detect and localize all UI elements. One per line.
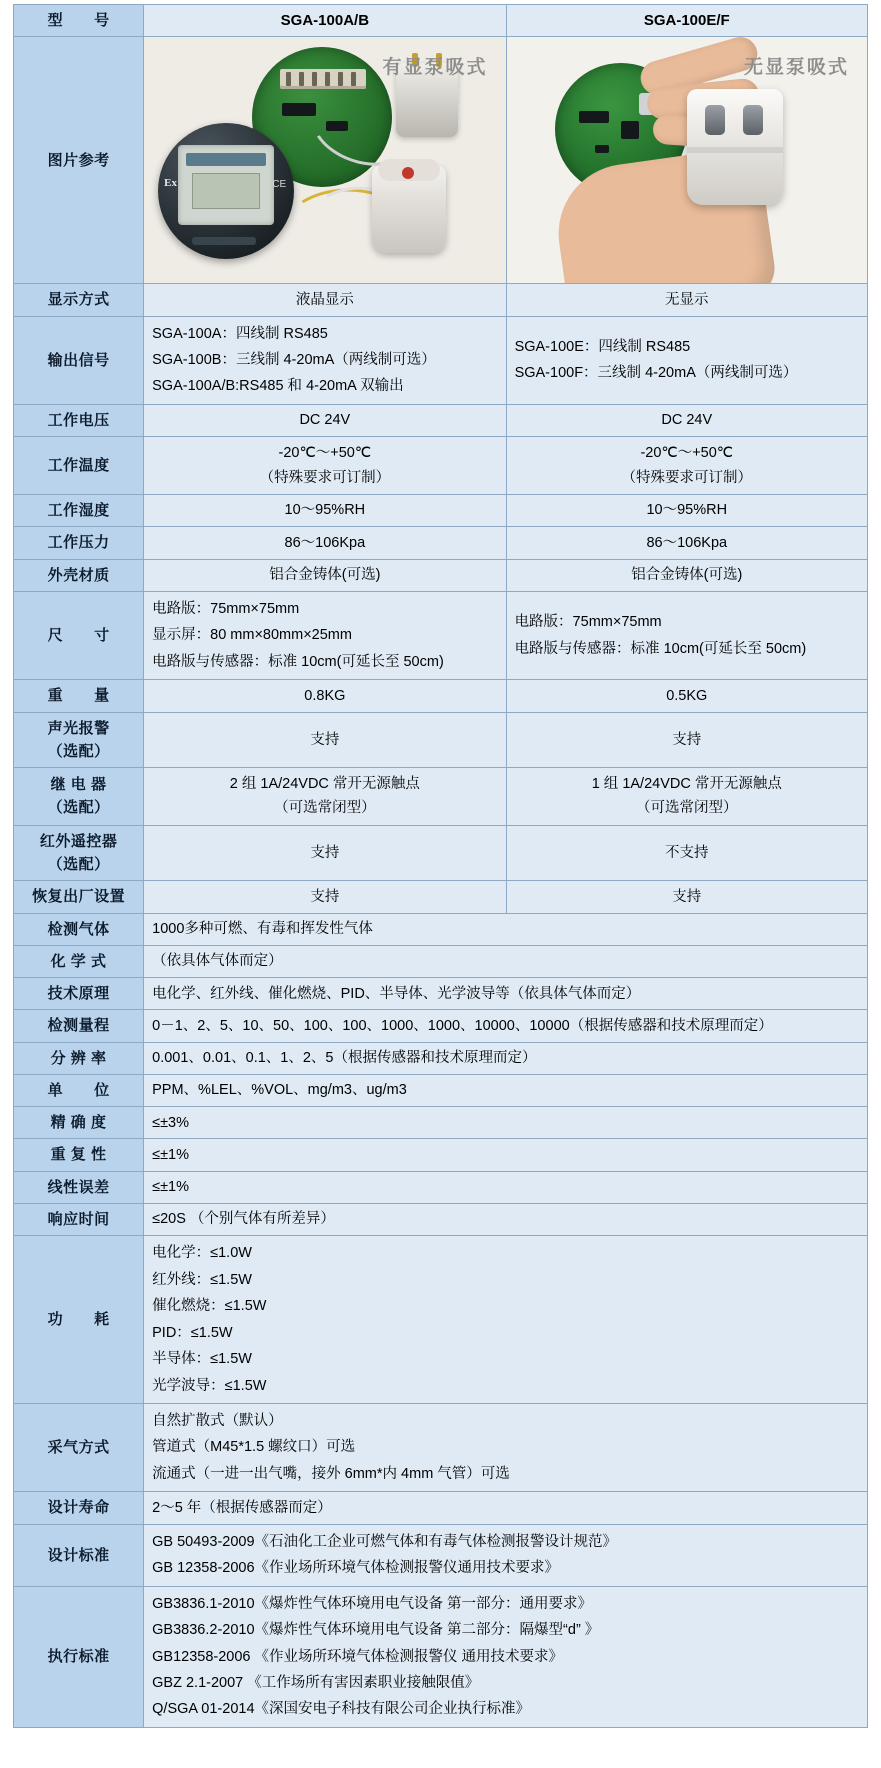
row-label-gas: 检测气体: [14, 913, 144, 945]
lcd-face: [178, 145, 274, 225]
size-b-line-2: 电路版与传感器：标准 10cm(可延长至 50cm): [514, 640, 807, 657]
specification-table: [13, 4, 868, 1728]
pump-detector-icon: [687, 89, 783, 205]
cell-principle: 电化学、红外线、催化燃烧、PID、半导体、光学波导等（依具体气体而定）: [144, 978, 868, 1010]
table-row-relay: [14, 768, 868, 826]
cell-range: 0－1、2、5、10、50、100、100、1000、1000、10000、10000（根据传感器和技术原理而定）: [144, 1010, 868, 1042]
row-label-size: 尺 寸: [14, 591, 144, 679]
row-label-accuracy: 精 确 度: [14, 1107, 144, 1139]
cell-pressure-b: 86～106Kpa: [506, 527, 867, 559]
table-row-repeatability: [14, 1139, 868, 1171]
temp-a-line-2: （特殊要求可订制）: [259, 469, 391, 486]
cell-display-a: 液晶显示: [144, 284, 506, 316]
power-line-6: 光学波导：≤1.5W: [152, 1377, 267, 1394]
cell-voltage-a: DC 24V: [144, 404, 506, 436]
design-standard-line-1: GB 50493-2009《石油化工企业可燃气体和有毒气体检测报警设计规范》: [152, 1533, 618, 1550]
row-label-output: 输出信号: [14, 316, 144, 404]
table-row-unit: [14, 1074, 868, 1106]
row-label-weight: 重 量: [14, 680, 144, 712]
cell-power: [144, 1236, 868, 1404]
table-row-life: [14, 1492, 868, 1524]
design-standard-line-2: GB 12358-2006《作业场所环境气体检测报警仪通用技术要求》: [152, 1560, 560, 1577]
row-label-design-standard: 设计标准: [14, 1524, 144, 1586]
row-label-voltage: 工作电压: [14, 404, 144, 436]
table-row-humidity: [14, 495, 868, 527]
remote-label-line-2: （选配）: [47, 856, 110, 874]
cell-accuracy: ≤±3%: [144, 1107, 868, 1139]
output-a-line-1: SGA-100A：四线制 RS485: [152, 325, 328, 342]
table-row-weight: [14, 680, 868, 712]
table-row-exec-standard: [14, 1586, 868, 1727]
cell-output-a: [144, 316, 506, 404]
power-line-5: 半导体：≤1.5W: [152, 1351, 252, 1368]
row-label-housing: 外壳材质: [14, 559, 144, 591]
cell-linearity: ≤±1%: [144, 1171, 868, 1203]
row-label-life: 设计寿命: [14, 1492, 144, 1524]
cell-response-time: ≤20S （个别气体有所差异）: [144, 1203, 868, 1235]
temp-b-line-1: -20℃～+50℃: [640, 445, 734, 462]
table-row-resolution: [14, 1042, 868, 1074]
row-label-power: 功 耗: [14, 1236, 144, 1404]
relay-a-line-1: 2 组 1A/24VDC 常开无源触点: [229, 776, 420, 792]
cell-relay-a: [144, 768, 506, 826]
size-b-line-1: 电路版：75mm×75mm: [514, 614, 662, 631]
cell-sampling: [144, 1404, 868, 1492]
ex-mark: Ex: [164, 177, 177, 190]
ce-mark: CE: [272, 179, 287, 191]
table-row-alarm: [14, 712, 868, 768]
table-row-linearity: [14, 1171, 868, 1203]
cell-housing-b: 铝合金铸体(可选): [506, 559, 867, 591]
cell-temperature-a: [144, 437, 506, 495]
output-a-line-2: SGA-100B：三线制 4-20mA（两线制可选）: [152, 351, 436, 368]
exec-standard-line-5: Q/SGA 01-2014《深国安电子科技有限公司企业执行标准》: [152, 1701, 531, 1718]
product-photo-a: [144, 37, 506, 284]
table-row-header: [14, 5, 868, 37]
table-row-sampling: [14, 1404, 868, 1492]
row-label-photo: 图片参考: [14, 37, 144, 284]
cell-display-b: 无显示: [506, 284, 867, 316]
cell-relay-b: [506, 768, 867, 826]
row-label-unit: 单 位: [14, 1074, 144, 1106]
power-line-3: 催化燃烧：≤1.5W: [152, 1298, 267, 1315]
row-label-display: 显示方式: [14, 284, 144, 316]
photo-a-scene: [144, 37, 505, 283]
row-label-principle: 技术原理: [14, 978, 144, 1010]
exec-standard-line-3: GB12358-2006 《作业场所环境气体检测报警仪 通用技术要求》: [152, 1648, 564, 1665]
table-row-remote: [14, 825, 868, 881]
power-line-2: 红外线：≤1.5W: [152, 1271, 252, 1288]
table-row-temperature: [14, 437, 868, 495]
cell-gas: 1000多种可燃、有毒和挥发性气体: [144, 913, 868, 945]
output-b-line-1: SGA-100E：四线制 RS485: [514, 338, 691, 355]
row-label-relay: [14, 768, 144, 826]
cell-housing-a: 铝合金铸体(可选): [144, 559, 506, 591]
table-row-output: [14, 316, 868, 404]
row-label-response-time: 响应时间: [14, 1203, 144, 1235]
row-label-humidity: 工作湿度: [14, 495, 144, 527]
alarm-label-line-1: 声光报警: [47, 719, 110, 737]
display-unit-icon: [158, 123, 294, 259]
cell-humidity-a: 10～95%RH: [144, 495, 506, 527]
table-row-response-time: [14, 1203, 868, 1235]
size-a-line-3: 电路版与传感器：标准 10cm(可延长至 50cm): [152, 653, 444, 670]
row-label-range: 检测量程: [14, 1010, 144, 1042]
sensor-probe-icon: [372, 165, 446, 253]
sampling-line-1: 自然扩散式（默认）: [152, 1413, 283, 1429]
alarm-label-line-2: （选配）: [47, 742, 110, 760]
size-a-line-2: 显示屏：80 mm×80mm×25mm: [152, 627, 352, 644]
cell-temperature-b: [506, 437, 867, 495]
power-line-1: 电化学：≤1.0W: [152, 1245, 252, 1262]
table-row-voltage: [14, 404, 868, 436]
relay-b-line-1: 1 组 1A/24VDC 常开无源触点: [591, 776, 782, 792]
column-header-b: SGA-100E/F: [506, 5, 867, 37]
temp-a-line-1: -20℃～+50℃: [278, 445, 372, 462]
photo-b-caption: 无显泵吸式: [743, 57, 849, 79]
terminal-block-icon: [280, 69, 366, 89]
cell-output-b: [506, 316, 867, 404]
table-row-size: [14, 591, 868, 679]
row-label-factory-reset: 恢复出厂设置: [14, 881, 144, 913]
cell-exec-standard: [144, 1586, 868, 1727]
row-label-alarm: [14, 712, 144, 768]
row-label-formula: 化 学 式: [14, 945, 144, 977]
cell-weight-a: 0.8KG: [144, 680, 506, 712]
cell-factory-reset-a: 支持: [144, 881, 506, 913]
row-label-temperature: 工作温度: [14, 437, 144, 495]
cell-resolution: 0.001、0.01、0.1、1、2、5（根据传感器和技术原理而定）: [144, 1042, 868, 1074]
table-row-formula: [14, 945, 868, 977]
row-label-linearity: 线性误差: [14, 1171, 144, 1203]
row-label-sampling: 采气方式: [14, 1404, 144, 1492]
relay-label-line-2: （选配）: [47, 799, 110, 817]
relay-a-line-2: （可选常闭型）: [274, 800, 376, 817]
cell-humidity-b: 10～95%RH: [506, 495, 867, 527]
table-row-housing: [14, 559, 868, 591]
table-row-display: [14, 284, 868, 316]
cell-voltage-b: DC 24V: [506, 404, 867, 436]
table-row-photo: [14, 37, 868, 284]
size-a-line-1: 电路版：75mm×75mm: [152, 600, 300, 617]
spec-sheet: [0, 4, 881, 1734]
row-label-remote: [14, 825, 144, 881]
table-row-accuracy: [14, 1107, 868, 1139]
photo-b-scene: [507, 37, 867, 283]
row-label-exec-standard: 执行标准: [14, 1586, 144, 1727]
cell-design-standard: [144, 1524, 868, 1586]
relay-b-line-2: （可选常闭型）: [636, 800, 738, 817]
cell-repeatability: ≤±1%: [144, 1139, 868, 1171]
table-row-gas: [14, 913, 868, 945]
cell-formula: （依具体气体而定）: [144, 945, 868, 977]
temp-b-line-2: （特殊要求可订制）: [621, 469, 753, 486]
table-row-design-standard: [14, 1524, 868, 1586]
cell-remote-a: 支持: [144, 825, 506, 881]
cell-factory-reset-b: 支持: [506, 881, 867, 913]
row-label-pressure: 工作压力: [14, 527, 144, 559]
row-label-repeatability: 重 复 性: [14, 1139, 144, 1171]
remote-label-line-1: 红外遥控器: [39, 832, 118, 850]
cell-unit: PPM、%LEL、%VOL、mg/m3、ug/m3: [144, 1074, 868, 1106]
table-row-power: [14, 1236, 868, 1404]
cell-life: 2～5 年（根据传感器而定）: [144, 1492, 868, 1524]
column-header-a: SGA-100A/B: [144, 5, 506, 37]
cell-alarm-b: 支持: [506, 712, 867, 768]
relay-label-line-1: 继 电 器: [50, 776, 107, 794]
output-a-line-3: SGA-100A/B:RS485 和 4-20mA 双输出: [152, 378, 404, 395]
sampling-line-3: 流通式（一进一出气嘴，接外 6mm*内 4mm 气管）可选: [152, 1465, 510, 1482]
table-row-principle: [14, 978, 868, 1010]
photo-a-caption: 有显泵吸式: [382, 57, 488, 79]
cell-weight-b: 0.5KG: [506, 680, 867, 712]
power-line-4: PID：≤1.5W: [152, 1324, 233, 1341]
table-row-factory-reset: [14, 881, 868, 913]
table-row-pressure: [14, 527, 868, 559]
exec-standard-line-4: GBZ 2.1-2007 《工作场所有害因素职业接触限值》: [152, 1675, 480, 1691]
cell-size-b: [506, 591, 867, 679]
cell-alarm-a: 支持: [144, 712, 506, 768]
sampling-line-2: 管道式（M45*1.5 螺纹口）可选: [152, 1439, 356, 1456]
cell-pressure-a: 86～106Kpa: [144, 527, 506, 559]
row-label-resolution: 分 辨 率: [14, 1042, 144, 1074]
cell-remote-b: 不支持: [506, 825, 867, 881]
exec-standard-line-1: GB3836.1-2010《爆炸性气体环境用电气设备 第一部分：通用要求》: [152, 1595, 593, 1612]
row-label-model: 型 号: [14, 5, 144, 37]
product-photo-b: [506, 37, 867, 284]
cell-size-a: [144, 591, 506, 679]
exec-standard-line-2: GB3836.2-2010《爆炸性气体环境用电气设备 第二部分：隔爆型“d” 》: [152, 1622, 600, 1639]
output-b-line-2: SGA-100F：三线制 4-20mA（两线制可选）: [514, 365, 798, 382]
table-row-range: [14, 1010, 868, 1042]
